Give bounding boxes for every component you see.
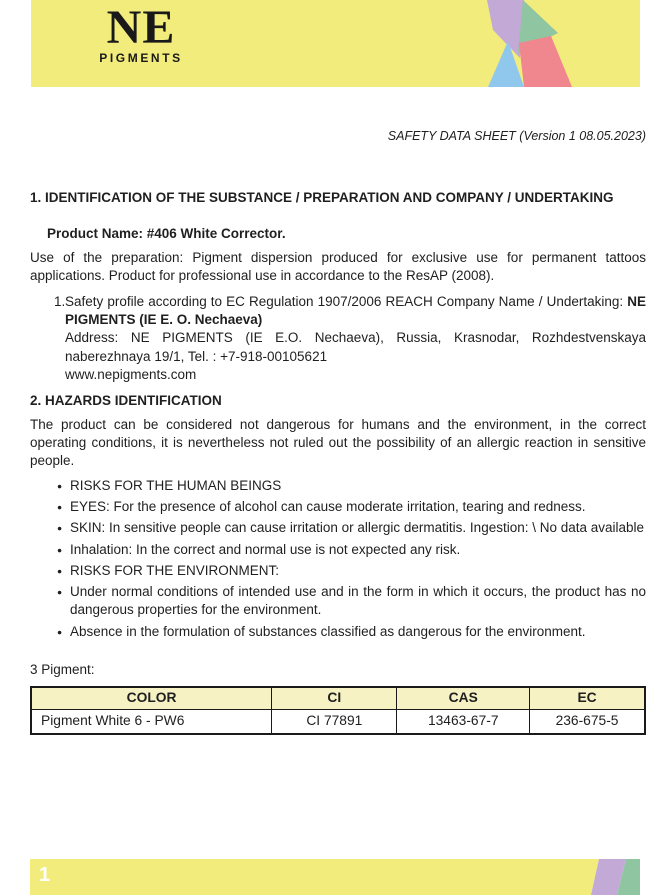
hazards-bullet-list [30, 477, 646, 644]
bullet-skin: ● SKIN: In sensitive people can cause irritation or allergic dermatitis. Ingestion: \ No data available [70, 519, 646, 537]
cell-ec: 236-675-5 [530, 709, 645, 734]
safety-profile-text: Safety profile according to EC Regulation 1907/2006 REACH Company Name / Undertaking: [65, 294, 628, 309]
sheet-version-label: SAFETY DATA SHEET (Version 1 08.05.2023) [387, 129, 646, 143]
table-row [31, 709, 645, 734]
list-item-number: 1. [54, 294, 66, 309]
section1-heading: 1. IDENTIFICATION OF THE SUBSTANCE / PREPARATION AND COMPANY / UNDERTAKING [30, 190, 614, 205]
bullet-inhalation: ● Inhalation: In the correct and normal use is not expected any risk. [70, 541, 646, 559]
company-name-bold: NE PIGMENTS (IE E. O. Nechaeva) [65, 294, 646, 328]
bullet-eyes: ● EYES: For the presence of alcohol can cause moderate irritation, tearing and redness. [70, 498, 646, 516]
company-website-text: www.nepigments.com [65, 366, 197, 382]
pigment-count-label: 3 Pigment: [30, 662, 95, 677]
header-color: COLOR [31, 687, 272, 709]
table-header-row [31, 687, 645, 709]
logo-name-text: NE [106, 1, 176, 54]
footer-decorative-shapes-icon [30, 859, 640, 895]
use-of-preparation-paragraph: Use of the preparation: Pigment dispersion produced for exclusive use for permanent tattoos applications. Product for professional use in accordance to the ResAP (2008). [30, 250, 646, 284]
bullet-normal-conditions: ● Under normal conditions of intended use and in the form in which it occurs, the product has no dangerous properties for the environment. [70, 583, 646, 620]
hazards-intro-paragraph: The product can be considered not dangerous for humans and the environment, in the correct operating conditions, it is nevertheless not ruled out the possibility of an allergic reaction in sensitive people. [30, 417, 646, 469]
header-ec: EC [530, 687, 645, 709]
bullet-risks-human: ● RISKS FOR THE HUMAN BEINGS [70, 477, 646, 495]
footer-banner [30, 859, 640, 895]
cell-color: Pigment White 6 - PW6 [31, 709, 272, 734]
header-banner [31, 0, 640, 87]
bullet-absence-substances: ● Absence in the formulation of substances classified as dangerous for the environment. [70, 623, 646, 641]
company-address-text: Address: NE PIGMENTS (IE E.O. Nechaeva), Russia, Krasnodar, Rozhdestvenskaya naberezhnaya 19/1, Tel. : +7-918-00105621 [65, 330, 646, 364]
company-logo [86, 1, 196, 65]
pigment-table-container [30, 686, 646, 735]
section2-heading: 2. HAZARDS IDENTIFICATION [30, 393, 222, 408]
page-number: 1 [39, 864, 51, 886]
cell-ci: CI 77891 [272, 709, 397, 734]
header-cas: CAS [397, 687, 530, 709]
header-ci: CI [272, 687, 397, 709]
pigment-table [30, 686, 646, 735]
product-name-line: Product Name: #406 White Corrector. [47, 226, 286, 241]
cell-cas: 13463-67-7 [397, 709, 530, 734]
safety-profile-list-item [30, 293, 646, 384]
logo-subtitle-text: PIGMENTS [99, 51, 183, 65]
bullet-risks-environment: ● RISKS FOR THE ENVIRONMENT: [70, 562, 646, 580]
